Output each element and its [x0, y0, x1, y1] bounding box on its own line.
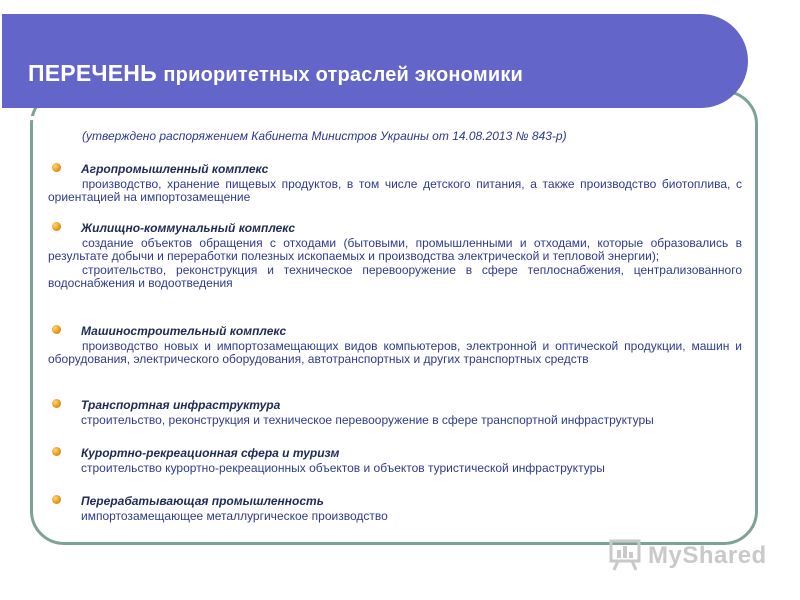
page-title — [28, 60, 523, 87]
section-title: Агропромышленный комплекс — [81, 162, 269, 176]
watermark-logo — [608, 538, 768, 574]
section-text: строительство, реконструкция и техническое перевооружение в сфере транспортной инфраструктуры — [81, 413, 654, 427]
section-text: строительство, реконструкция и техническое перевооружение в сфере теплоснабжения, централизованного водоснабжения и водоотведения — [48, 263, 742, 290]
section-tourism — [48, 446, 742, 475]
section-title: Транспортная инфраструктура — [81, 398, 281, 412]
title-part2: приоритетных отраслей экономики — [163, 64, 524, 86]
content-frame — [30, 90, 758, 545]
bullet-icon — [52, 399, 61, 408]
section-transport — [48, 398, 742, 427]
section-agro — [48, 162, 742, 203]
section-text: строительство курортно-рекреационных объектов и объектов туристической инфраструктуры — [81, 461, 605, 475]
section-text: импортозамещающее металлургическое производство — [81, 509, 388, 523]
section-title: Курортно-рекреационная сфера и туризм — [81, 446, 340, 460]
section-housing — [48, 221, 742, 289]
section-machinery — [48, 324, 742, 365]
title-underline — [2, 116, 708, 120]
section-processing — [48, 494, 742, 523]
subtitle-note: (утверждено распоряжением Кабинета Министров Украины от 14.08.2013 № 843-р) — [82, 129, 567, 143]
presentation-icon — [608, 538, 644, 572]
bullet-icon — [52, 447, 61, 456]
section-text: производство, хранение пищевых продуктов, в том числе детского питания, а также производство биотоплива, с ориентацией на импортозамещение — [48, 177, 742, 204]
bullet-icon — [52, 222, 61, 231]
title-part1: ПЕРЕЧЕНЬ — [28, 60, 157, 86]
title-banner — [2, 14, 748, 108]
section-text: создание объектов обращения с отходами (бытовыми, промышленными и отходами, которые образовались в результате добычи и переработки полезных ископаемых и производства электрической и тепловой энергии); — [48, 236, 742, 263]
section-title: Перерабатывающая промышленность — [81, 494, 324, 508]
watermark-text: MyShared — [648, 542, 767, 569]
bullet-icon — [52, 325, 61, 334]
section-title: Машиностроительный комплекс — [81, 324, 287, 338]
section-text: производство новых и импортозамещающих видов компьютеров, электронной и оптической продукции, машин и оборудования, электрического оборудования, автотранспортных и других транспортных средств — [48, 339, 742, 366]
bullet-icon — [52, 495, 61, 504]
bullet-icon — [52, 163, 61, 172]
section-title: Жилищно-коммунальный комплекс — [81, 221, 296, 235]
